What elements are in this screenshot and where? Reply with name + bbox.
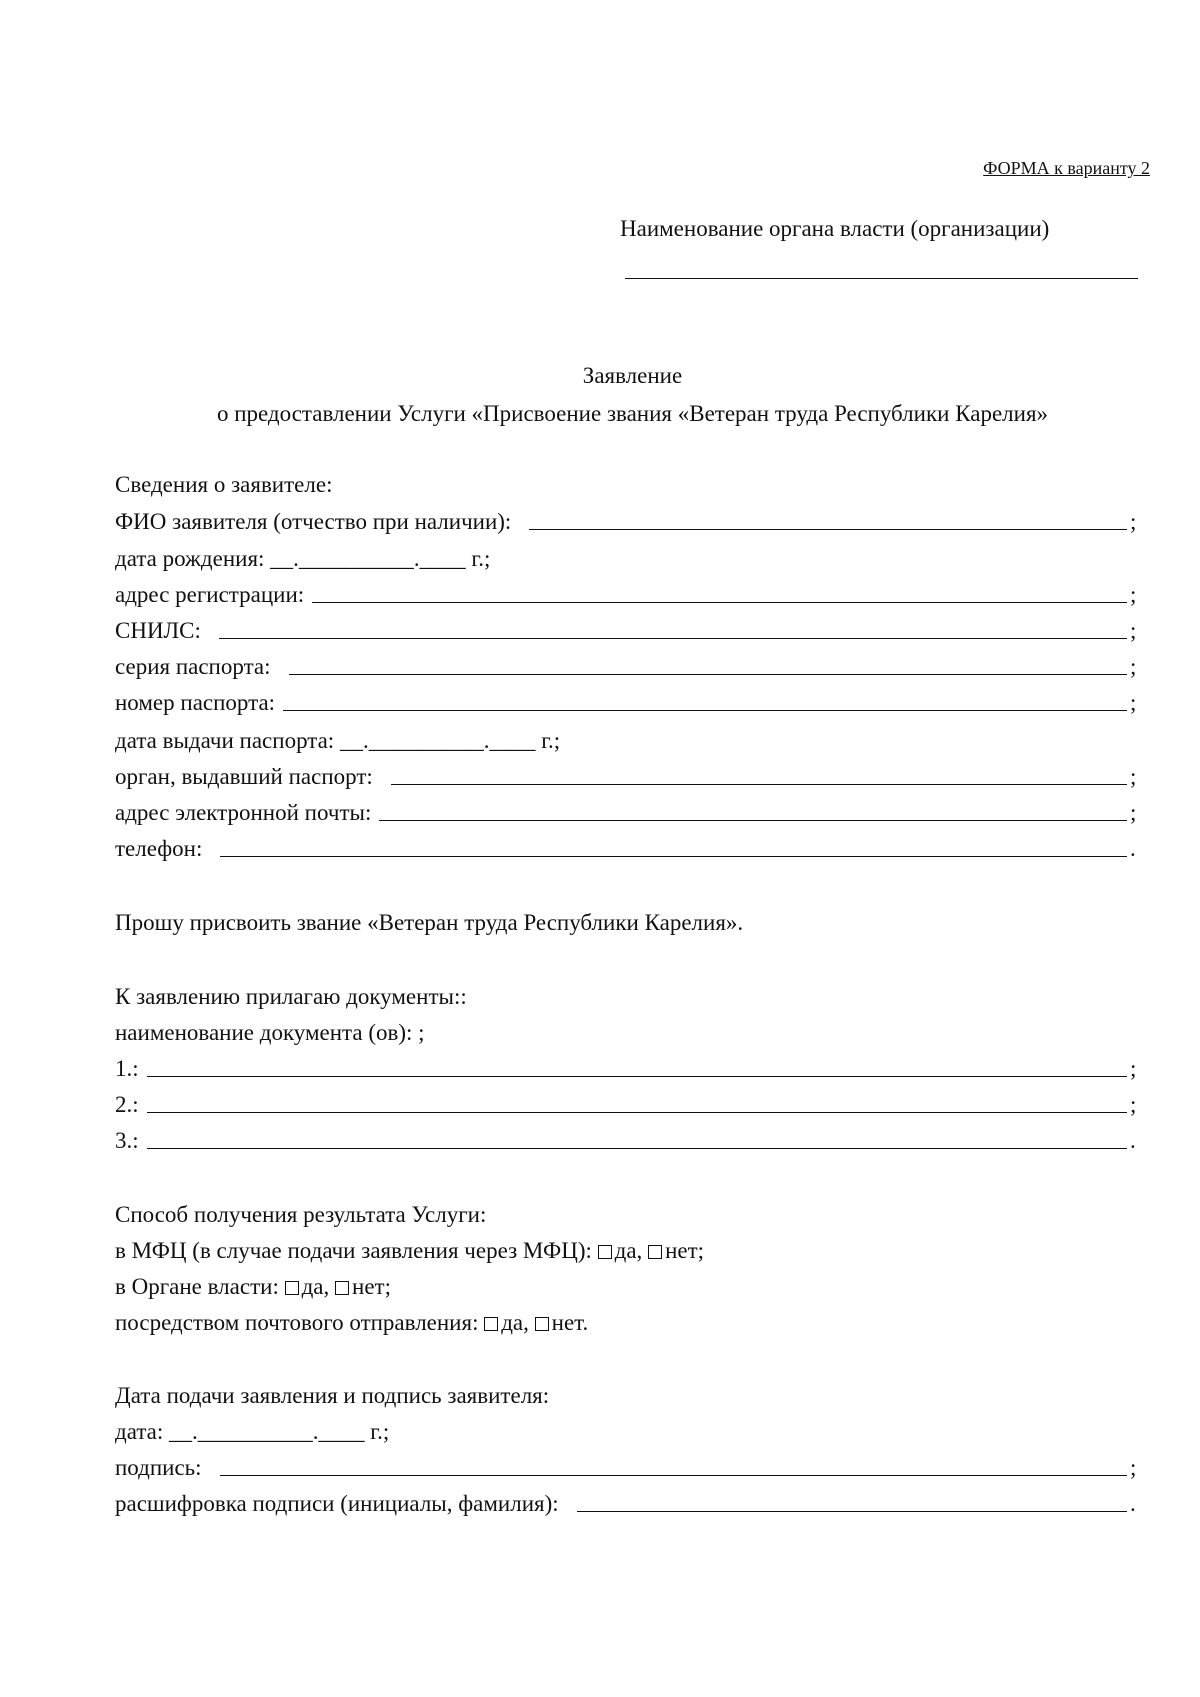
snils-field[interactable] <box>219 638 1127 639</box>
mfc-no-checkbox[interactable] <box>648 1245 662 1259</box>
document-item-2-field[interactable] <box>147 1112 1127 1113</box>
document-item-2-end: ; <box>1130 1092 1137 1117</box>
document-name-label: наименование документа (ов): ; <box>115 1020 425 1045</box>
passport-series-row <box>115 650 1140 680</box>
delivery-post-label: посредством почтового отправления: <box>115 1310 479 1335</box>
authority-no-label: нет; <box>352 1274 391 1299</box>
applicant-heading: Сведения о заявителе: <box>115 472 333 497</box>
post-yes-checkbox[interactable] <box>484 1317 498 1331</box>
authority-name-caption: Наименование органа власти (организации) <box>620 216 1050 241</box>
phone-end: . <box>1130 836 1136 861</box>
passport-issuer-end: ; <box>1130 764 1137 789</box>
authority-yes-label: да, <box>301 1274 330 1299</box>
post-yes-label: да, <box>501 1310 529 1335</box>
fio-label: ФИО заявителя (отчество при наличии): <box>115 509 512 534</box>
mfc-yes-label: да, <box>614 1238 643 1263</box>
document-item-3-field[interactable] <box>147 1148 1127 1149</box>
delivery-heading: Способ получения результата Услуги: <box>115 1202 487 1227</box>
fio-end: ; <box>1130 509 1137 534</box>
signature-field[interactable] <box>220 1475 1127 1476</box>
authority-yes-checkbox[interactable] <box>285 1281 299 1295</box>
passport-number-field[interactable] <box>283 710 1127 711</box>
passport-number-end: ; <box>1130 690 1137 715</box>
signature-decode-end: . <box>1130 1491 1136 1516</box>
snils-row <box>115 614 1140 644</box>
passport-series-end: ; <box>1130 654 1137 679</box>
signature-date-field[interactable]: дата: __.__________.____ г.; <box>115 1419 390 1444</box>
snils-label: СНИЛС: <box>115 618 201 643</box>
passport-issuer-label: орган, выдавший паспорт: <box>115 764 373 789</box>
passport-issuer-field[interactable] <box>391 784 1127 785</box>
post-no-checkbox[interactable] <box>535 1317 549 1331</box>
document-item-3-end: . <box>1130 1128 1136 1153</box>
delivery-mfc-row <box>115 1238 704 1264</box>
email-row <box>115 796 1140 826</box>
email-label: адрес электронной почты: <box>115 800 372 825</box>
signature-decode-row <box>115 1487 1140 1517</box>
signature-end: ; <box>1130 1455 1137 1480</box>
form-variant-label: ФОРМА к варианту 2 <box>983 158 1150 178</box>
phone-field[interactable] <box>220 856 1127 857</box>
address-label: адрес регистрации: <box>115 582 305 607</box>
request-text: Прошу присвоить звание «Ветеран труда Республики Карелия». <box>115 910 744 935</box>
passport-series-label: серия паспорта: <box>115 654 271 679</box>
snils-end: ; <box>1130 618 1137 643</box>
document-subtitle: о предоставлении Услуги «Присвоение звания «Ветеран труда Республики Карелия» <box>216 401 1049 426</box>
document-item-2 <box>115 1088 1140 1118</box>
delivery-post-row <box>115 1310 588 1336</box>
email-end: ; <box>1130 800 1137 825</box>
documents-heading: К заявлению прилагаю документы:: <box>115 984 467 1009</box>
mfc-no-label: нет; <box>665 1238 705 1263</box>
mfc-yes-checkbox[interactable] <box>598 1245 612 1259</box>
document-item-1-field[interactable] <box>147 1076 1127 1077</box>
phone-row <box>115 832 1140 862</box>
post-no-label: нет. <box>551 1310 589 1335</box>
address-field[interactable] <box>312 602 1127 603</box>
document-item-3 <box>115 1124 1140 1154</box>
signature-decode-label: расшифровка подписи (инициалы, фамилия): <box>115 1491 559 1516</box>
delivery-authority-label: в Органе власти: <box>115 1274 279 1299</box>
delivery-mfc-label: в МФЦ (в случае подачи заявления через МФЦ): <box>115 1238 592 1263</box>
email-field[interactable] <box>379 820 1127 821</box>
document-item-1-label: 1.: <box>115 1056 139 1081</box>
delivery-authority-row <box>115 1274 391 1300</box>
birth-date-field[interactable]: дата рождения: __.__________.____ г.; <box>115 546 491 571</box>
signature-decode-field[interactable] <box>577 1511 1127 1512</box>
document-item-1-end: ; <box>1130 1056 1137 1081</box>
authority-name-field[interactable] <box>625 278 1138 279</box>
phone-label: телефон: <box>115 836 203 861</box>
passport-number-label: номер паспорта: <box>115 690 276 715</box>
document-item-1 <box>115 1052 1140 1082</box>
address-row <box>115 578 1140 608</box>
document-title: Заявление <box>582 363 683 388</box>
address-end: ; <box>1130 582 1137 607</box>
passport-number-row <box>115 686 1140 716</box>
document-item-3-label: 3.: <box>115 1128 139 1153</box>
passport-issue-date-field[interactable]: дата выдачи паспорта: __.__________.____ г.; <box>115 728 561 753</box>
fio-field[interactable] <box>529 529 1127 530</box>
fio-row <box>115 505 1140 535</box>
passport-issuer-row <box>115 760 1140 790</box>
passport-series-field[interactable] <box>289 674 1128 675</box>
signature-label: подпись: <box>115 1455 202 1480</box>
signature-heading: Дата подачи заявления и подпись заявителя: <box>115 1383 550 1408</box>
signature-row <box>115 1451 1140 1481</box>
document-item-2-label: 2.: <box>115 1092 139 1117</box>
authority-no-checkbox[interactable] <box>335 1281 349 1295</box>
